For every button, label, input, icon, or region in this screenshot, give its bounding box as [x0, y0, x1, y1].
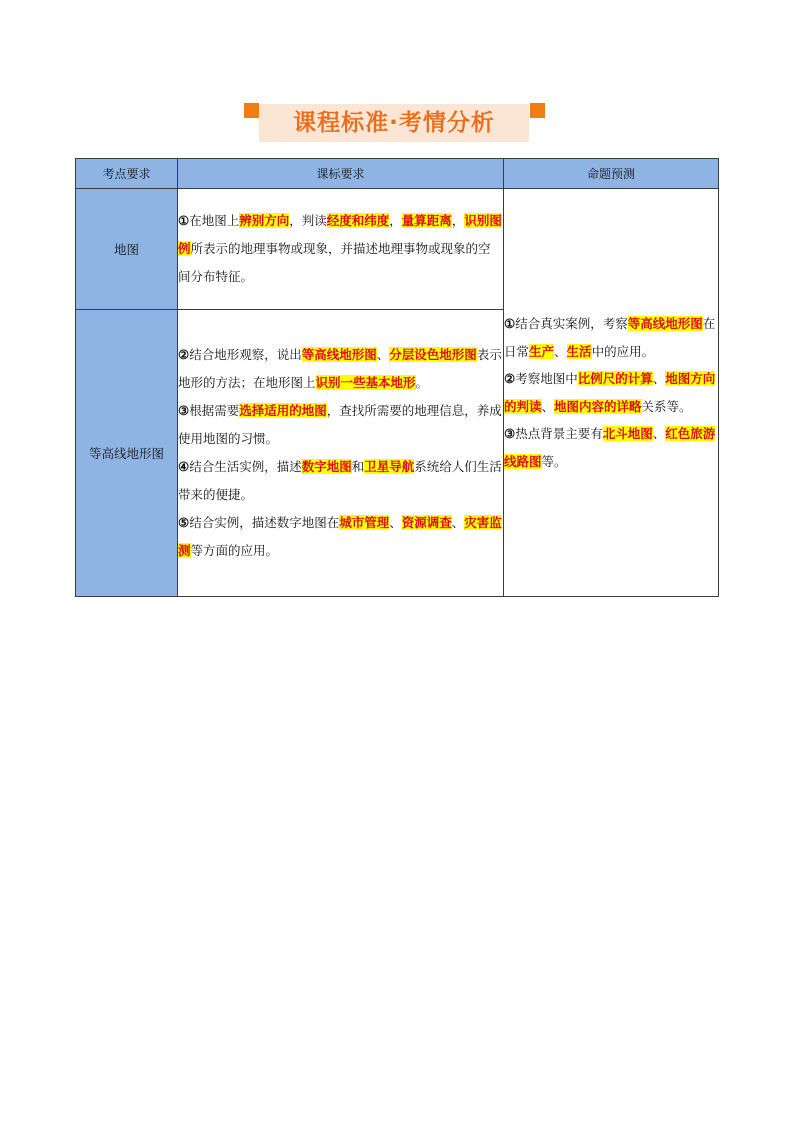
topic-cell-contour: 等高线地形图	[76, 310, 178, 597]
paragraph	[504, 310, 718, 365]
text-span: 根据需要	[189, 403, 240, 418]
text-span: 考察地图中	[515, 371, 578, 386]
topic-cell-map: 地图	[76, 189, 178, 310]
text-span: ，判读	[289, 213, 327, 228]
text-span: 。	[415, 375, 429, 390]
item-number: ③	[178, 403, 190, 418]
text-span: 结合生活实例，描述	[189, 459, 302, 474]
title-banner	[0, 100, 794, 146]
text-span: 、	[554, 343, 567, 359]
paragraph	[178, 397, 503, 453]
analysis-table	[75, 158, 719, 597]
highlighted-term: 量算距离	[401, 213, 452, 228]
highlighted-term: 生产	[529, 343, 555, 359]
requirement-cell-map	[178, 189, 504, 310]
prediction-cell	[504, 189, 719, 597]
text-span: 等方面的应用。	[190, 543, 279, 558]
paragraph	[504, 420, 718, 475]
highlighted-term: 卫星导航	[364, 459, 415, 474]
highlighted-term: 灾害监测	[178, 515, 502, 558]
text-span: ，查找所需要的地理信息，养成使用地图的习惯。	[178, 403, 502, 446]
highlighted-term: 红色旅游线路图	[504, 426, 716, 469]
paragraph	[178, 341, 503, 397]
highlighted-term: 识别一些基本地形	[315, 375, 416, 390]
highlighted-term: 城市管理	[339, 515, 390, 530]
paragraph	[504, 365, 718, 420]
requirement-cell-contour	[178, 310, 504, 597]
text-span: 结合实例，描述数字地图在	[189, 515, 340, 530]
text-span: 热点背景主要有	[515, 426, 603, 441]
item-number: ③	[504, 426, 516, 441]
item-number: ①	[178, 213, 190, 228]
text-span: 等。	[541, 453, 567, 469]
text-span: 中的应用。	[591, 343, 655, 359]
paragraph	[178, 207, 503, 291]
header-prediction: 命题预测	[504, 159, 719, 189]
paragraph	[178, 453, 503, 509]
highlighted-term: 资源调查	[401, 515, 452, 530]
item-number: ②	[504, 371, 516, 386]
item-number: ④	[178, 459, 190, 474]
highlighted-term: 比例尺的计算	[577, 371, 653, 386]
text-span: 、	[652, 371, 666, 386]
highlighted-term: 等高线地形图	[301, 347, 377, 362]
text-span: 所表示的地理事物或现象，并描述地理事物或现象的空间分布特征。	[178, 241, 491, 284]
text-span: 、	[389, 515, 402, 530]
text-span: 和	[351, 459, 365, 474]
highlighted-term: 地图内容的详略	[554, 398, 642, 414]
text-span: 表示地形的方法；在地形图上	[178, 347, 502, 390]
highlighted-term: 分层设色地形图	[389, 347, 477, 362]
text-span: 在地图上	[189, 213, 240, 228]
orange-square-left-icon	[244, 103, 259, 118]
orange-square-right-icon	[530, 103, 545, 118]
text-span: 、	[376, 347, 390, 362]
text-span: 、	[652, 426, 666, 441]
text-span: 关系等。	[641, 398, 692, 414]
header-topic: 考点要求	[76, 159, 178, 189]
paragraph	[178, 509, 503, 565]
text-span: ，	[389, 213, 402, 228]
text-span: 系统给人们生活带来的便捷。	[178, 459, 502, 502]
item-number: ①	[504, 316, 516, 331]
text-span: 结合真实案例，考察	[515, 316, 628, 331]
highlighted-term: 北斗地图	[602, 426, 653, 441]
header-requirement: 课标要求	[178, 159, 504, 189]
table-header-row	[76, 159, 719, 189]
highlighted-term: 等高线地形图	[627, 316, 703, 331]
text-span: 结合地形观察，说出	[189, 347, 302, 362]
text-span: 、	[541, 398, 555, 414]
item-number: ⑤	[178, 515, 190, 530]
text-span: ，	[451, 213, 465, 228]
table-row-map	[76, 189, 719, 310]
highlighted-term: 经度和纬度	[326, 213, 390, 228]
page-title: 课程标准·考情分析	[293, 110, 495, 136]
text-span: 在日常	[504, 316, 716, 359]
highlighted-term: 辨别方向	[239, 213, 290, 228]
text-span: 、	[451, 515, 465, 530]
highlighted-term: 选择适用的地图	[239, 403, 327, 418]
item-number: ②	[178, 347, 190, 362]
highlighted-term: 识别图例	[178, 213, 502, 256]
highlighted-term: 数字地图	[301, 459, 352, 474]
highlighted-term: 地图方向的判读	[504, 371, 716, 414]
highlighted-term: 生活	[566, 343, 592, 359]
